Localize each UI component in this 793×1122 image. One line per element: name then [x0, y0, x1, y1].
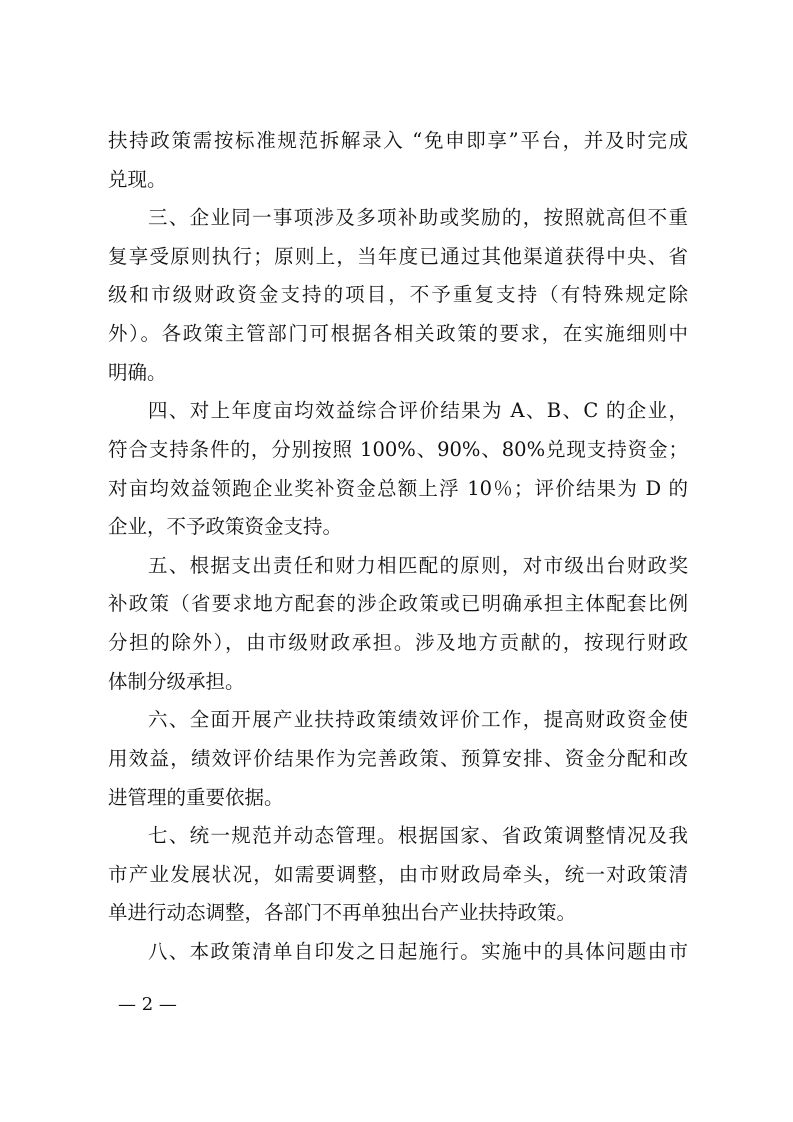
paragraph-line: 外）。各政策主管部门可根据各相关政策的要求，在实施细则中 — [108, 322, 688, 345]
paragraph-line: 对亩均效益领跑企业奖补资金总额上浮 10％；评价结果为 D 的 — [108, 477, 688, 500]
paragraph-line: 明确。 — [108, 361, 167, 384]
paragraph-line: 补政策（省要求地方配套的涉企政策或已明确承担主体配套比例 — [108, 592, 688, 615]
paragraph-line: 五、根据支出责任和财力相匹配的原则，对市级出台财政奖 — [148, 554, 688, 577]
paragraph-line: 兑现。 — [108, 168, 167, 191]
paragraph-line: 六、全面开展产业扶持政策绩效评价工作，提高财政资金使 — [148, 708, 688, 731]
paragraph-line: 进管理的重要依据。 — [108, 786, 284, 809]
paragraph-line: 体制分级承担。 — [108, 670, 245, 693]
paragraph-line: 扶持政策需按标准规范拆解录入 “免申即享”平台，并及时完成 — [108, 129, 688, 152]
paragraph-line: 八、本政策清单自印发之日起施行。实施中的具体问题由市 — [148, 940, 688, 963]
paragraph-line: 分担的除外），由市级财政承担。涉及地方贡献的，按现行财政 — [108, 631, 688, 654]
paragraph-line: 符合支持条件的，分别按照 100%、90%、80%兑现支持资金； — [108, 438, 688, 461]
paragraph-line: 七、统一规范并动态管理。根据国家、省政策调整情况及我 — [148, 824, 688, 847]
paragraph-line: 单进行动态调整，各部门不再单独出台产业扶持政策。 — [108, 901, 577, 924]
paragraph-line: 复享受原则执行；原则上，当年度已通过其他渠道获得中央、省 — [108, 245, 688, 268]
paragraph-line: 三、企业同一事项涉及多项补助或奖励的，按照就高但不重 — [148, 206, 688, 229]
paragraph-line: 四、对上年度亩均效益综合评价结果为 A、B、C 的企业， — [148, 399, 688, 422]
page-number: — 2 — — [118, 994, 177, 1015]
paragraph-line: 用效益，绩效评价结果作为完善政策、预算安排、资金分配和改 — [108, 747, 688, 770]
paragraph-line: 市产业发展状况，如需要调整，由市财政局牵头，统一对政策清 — [108, 863, 688, 886]
paragraph-line: 级和市级财政资金支持的项目，不予重复支持（有特殊规定除 — [108, 283, 688, 306]
paragraph-line: 企业，不予政策资金支持。 — [108, 515, 343, 538]
